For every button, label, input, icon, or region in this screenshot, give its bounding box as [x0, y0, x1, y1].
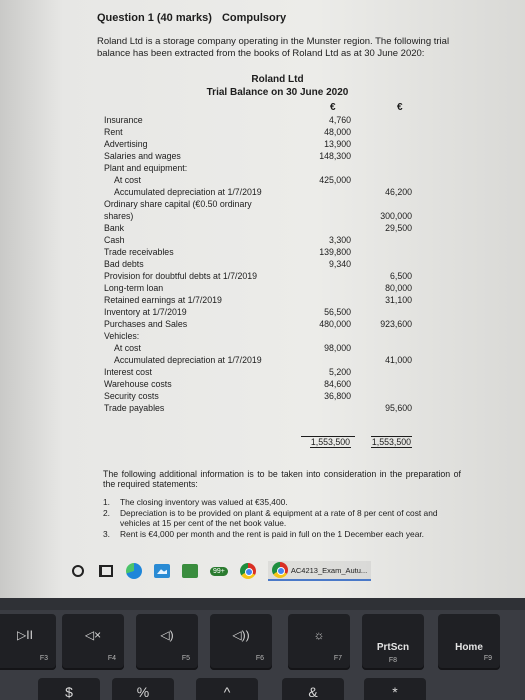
- account-name: Provision for doubtful debts at 1/7/2019: [104, 271, 258, 281]
- debit-amount: 98,000: [324, 343, 351, 353]
- trial-balance-row: [0, 331, 525, 342]
- trial-balance-row: [0, 187, 525, 198]
- trial-balance-row: [0, 343, 525, 354]
- volume-down-icon: ◁): [160, 628, 174, 642]
- debit-amount: 148,300: [319, 151, 351, 161]
- additional-info-item: [103, 497, 458, 507]
- f8-label: F8: [388, 657, 398, 664]
- debit-amount: 139,800: [319, 247, 351, 257]
- account-name: Advertising: [104, 139, 148, 149]
- debit-amount: 5,200: [328, 367, 351, 377]
- photos-icon[interactable]: [154, 563, 170, 579]
- account-name: Plant and equipment:: [104, 163, 188, 173]
- account-name: Purchases and Sales: [104, 319, 188, 329]
- credit-amount: 29,500: [385, 223, 412, 233]
- credit-amount: 46,200: [385, 187, 412, 197]
- account-name: Security costs: [104, 391, 159, 401]
- notification-badge: 99+: [210, 567, 228, 576]
- trial-balance-row: [0, 271, 525, 282]
- credit-amount: 41,000: [385, 355, 412, 365]
- additional-info-list: [103, 497, 458, 540]
- account-name: Long-term loan: [104, 283, 164, 293]
- debit-amount: 13,900: [324, 139, 351, 149]
- account-name: Ordinary share capital (€0.50 ordinary: [104, 199, 252, 209]
- account-name: Inventory at 1/7/2019: [104, 307, 187, 317]
- brightness-key[interactable]: [288, 614, 350, 670]
- question-label: Compulsory: [221, 12, 287, 24]
- trial-balance-row: [0, 259, 525, 270]
- question-heading: [97, 12, 286, 24]
- trial-balance-row: [0, 175, 525, 186]
- taskbar: [70, 558, 460, 584]
- trial-balance-row: [0, 355, 525, 366]
- account-name: Insurance: [104, 115, 143, 125]
- debit-amount: 84,600: [324, 379, 351, 389]
- trial-balance-row: [0, 379, 525, 390]
- f4-label: F4: [107, 655, 116, 662]
- trial-balance-row: [0, 211, 525, 222]
- item-number: 1.: [103, 497, 110, 507]
- chrome-icon[interactable]: [240, 563, 256, 579]
- account-name: Retained earnings at 1/7/2019: [104, 295, 222, 305]
- laptop-bezel: [0, 598, 525, 610]
- account-name: Bank: [104, 223, 125, 233]
- additional-info-item: [103, 529, 458, 539]
- credit-amount: 6,500: [389, 271, 412, 281]
- store-icon[interactable]: [182, 563, 198, 579]
- debit-amount: 4,760: [328, 115, 351, 125]
- edge-icon[interactable]: [126, 563, 142, 579]
- item-text: Rent is €4,000 per month and the rent is paid in full on the 1 December each year.: [120, 529, 425, 539]
- trial-balance-row: [0, 199, 525, 210]
- additional-info-item: [103, 508, 458, 528]
- total-debit: 1,553,500: [310, 437, 350, 447]
- f5-label: F5: [181, 655, 190, 662]
- trial-balance-row: [0, 283, 525, 294]
- volume-down-key[interactable]: [136, 614, 198, 670]
- account-name: Accumulated depreciation at 1/7/2019: [114, 187, 262, 197]
- additional-info-intro: The following additional information is to be taken into consideration in the preparation of the required statements:: [103, 469, 461, 489]
- item-text: Depreciation is to be provided on plant & equipment at a rate of 8 per cent of cost and vehicles at 15 per cent of the net book value.: [120, 508, 438, 528]
- active-app-chrome-icon: [272, 562, 288, 578]
- account-name: Rent: [104, 127, 123, 137]
- trial-balance-row: [0, 391, 525, 402]
- print-screen-key[interactable]: [362, 614, 424, 670]
- account-name: Cash: [104, 235, 125, 245]
- credit-currency-header: €: [397, 102, 403, 113]
- mute-icon: ◁×: [84, 628, 102, 642]
- debit-amount: 48,000: [324, 127, 351, 137]
- asterisk-key[interactable]: *: [364, 678, 426, 700]
- debit-currency-header: €: [330, 102, 336, 113]
- debit-amount: 425,000: [319, 175, 351, 185]
- trial-balance-title: Trial Balance on 30 June 2020: [206, 87, 349, 98]
- trial-balance-row: [0, 319, 525, 330]
- item-text: The closing inventory was valued at €35,400.: [120, 497, 288, 507]
- trial-balance-row: [0, 139, 525, 150]
- account-name: Warehouse costs: [104, 379, 172, 389]
- trial-balance-row: [0, 235, 525, 246]
- account-name: Vehicles:: [104, 331, 140, 341]
- mute-key[interactable]: [62, 614, 124, 670]
- credit-amount: 31,100: [385, 295, 412, 305]
- trial-balance-row: [0, 367, 525, 378]
- debit-amount: 480,000: [319, 319, 351, 329]
- item-number: 3.: [103, 529, 110, 539]
- account-name: Trade receivables: [104, 247, 174, 257]
- trial-balance-row: [0, 127, 525, 138]
- trial-balance-row: [0, 151, 525, 162]
- debit-amount: 36,800: [324, 391, 351, 401]
- percent-key[interactable]: %: [112, 678, 174, 700]
- account-name: Interest cost: [104, 367, 152, 377]
- credit-amount: 300,000: [380, 211, 412, 221]
- home-label: Home: [455, 642, 483, 653]
- trial-balance-row: [0, 223, 525, 234]
- account-name: At cost: [114, 343, 141, 353]
- f3-label: F3: [39, 655, 48, 662]
- credit-amount: 80,000: [385, 283, 412, 293]
- home-key[interactable]: [438, 614, 500, 670]
- item-number: 2.: [103, 508, 110, 518]
- account-name: Bad debts: [104, 259, 144, 269]
- trial-balance-row: [0, 403, 525, 414]
- active-app-button[interactable]: [268, 561, 371, 581]
- trial-balance-row: [0, 115, 525, 126]
- volume-up-key[interactable]: [210, 614, 272, 670]
- debit-amount: 3,300: [328, 235, 351, 245]
- question-intro: Roland Ltd is a storage company operating in the Munster region. The following trial balance has been extracted from the books of Roland Ltd as at 30 June 2020:: [97, 36, 450, 59]
- account-name: At cost: [114, 175, 141, 185]
- trial-balance-company: Roland Ltd: [251, 74, 304, 85]
- debit-amount: 9,340: [328, 259, 351, 269]
- brightness-icon: ☼: [313, 628, 325, 642]
- trial-balance-totals: [0, 436, 525, 448]
- trial-balance-row: [0, 163, 525, 174]
- trial-balance-row: [0, 295, 525, 306]
- search-icon[interactable]: [70, 563, 86, 579]
- prtscn-label: PrtScn: [376, 642, 410, 653]
- caret-key[interactable]: ^: [196, 678, 258, 700]
- account-name: Accumulated depreciation at 1/7/2019: [114, 355, 262, 365]
- active-app-label: AC4213_Exam_Autu...: [290, 565, 368, 575]
- total-credit: 1,553,500: [371, 437, 411, 447]
- play-pause-icon: ▷II: [17, 628, 33, 642]
- account-name: shares): [104, 211, 134, 221]
- trial-balance-row: [0, 307, 525, 318]
- trial-balance-row: [0, 247, 525, 258]
- dollar-key[interactable]: $: [38, 678, 100, 700]
- task-view-icon[interactable]: [98, 563, 114, 579]
- account-name: Trade payables: [104, 403, 165, 413]
- f7-label: F7: [333, 655, 342, 662]
- keyboard: [0, 610, 525, 700]
- f9-label: F9: [483, 655, 492, 662]
- volume-up-icon: ◁)): [232, 628, 250, 642]
- play-pause-key[interactable]: [0, 614, 56, 670]
- ampersand-key[interactable]: &: [282, 678, 344, 700]
- credit-amount: 923,600: [380, 319, 412, 329]
- debit-amount: 56,500: [324, 307, 351, 317]
- question-number: Question 1 (40 marks): [97, 12, 212, 24]
- credit-amount: 95,600: [385, 403, 412, 413]
- account-name: Salaries and wages: [104, 151, 181, 161]
- f6-label: F6: [255, 655, 264, 662]
